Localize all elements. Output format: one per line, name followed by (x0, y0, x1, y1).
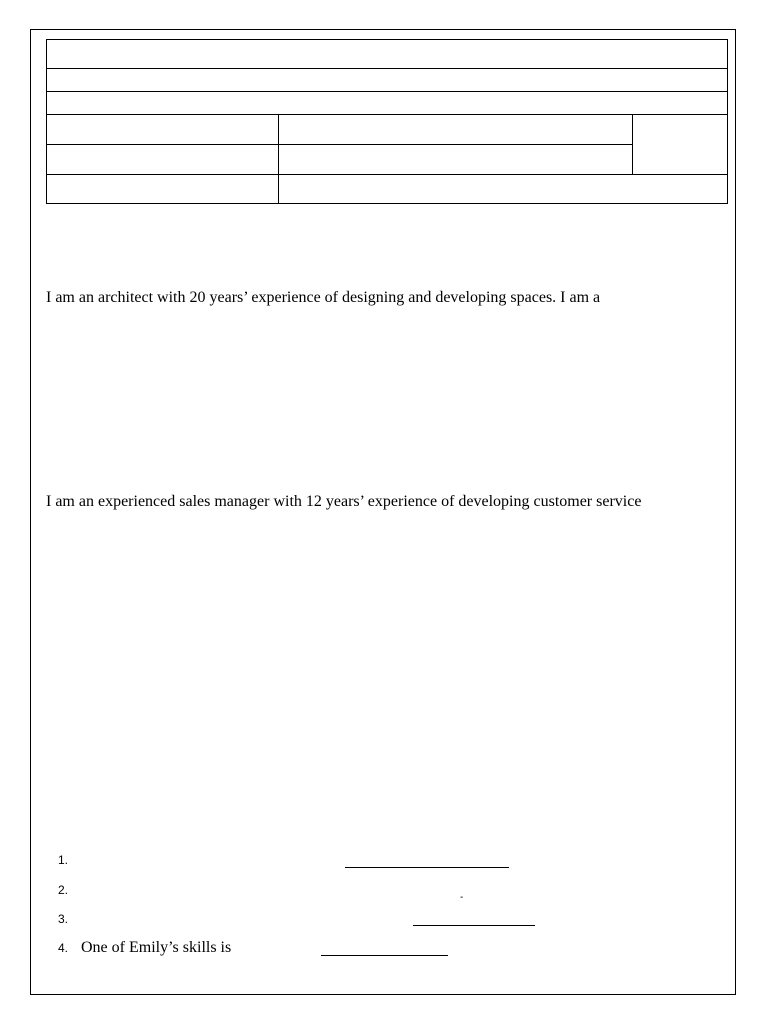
header-cell-row-2 (47, 69, 728, 92)
header-cell-title (47, 40, 728, 69)
header-cell-value-2 (279, 145, 633, 175)
header-cell-label-1 (47, 115, 279, 145)
question-4-text: One of Emily’s skills is (81, 939, 232, 956)
header-form-table (46, 39, 728, 204)
question-2-number: 2. (58, 883, 69, 897)
paragraph-sales-manager: I am an experienced sales manager with 12 years’ experience of developing customer service (46, 493, 642, 510)
header-cell-label-2 (47, 145, 279, 175)
header-cell-label-3 (47, 175, 279, 204)
question-1-number: 1. (58, 853, 69, 867)
header-cell-row-3 (47, 92, 728, 115)
question-4-number: 4. (58, 941, 69, 955)
question-2-mark: - (460, 892, 464, 903)
header-cell-score-box (633, 115, 728, 175)
question-3-number: 3. (58, 912, 69, 926)
paragraph-architect: I am an architect with 20 years’ experience of designing and developing spaces. I am a (46, 289, 601, 306)
header-cell-value-3 (279, 175, 728, 204)
header-cell-value-1 (279, 115, 633, 145)
